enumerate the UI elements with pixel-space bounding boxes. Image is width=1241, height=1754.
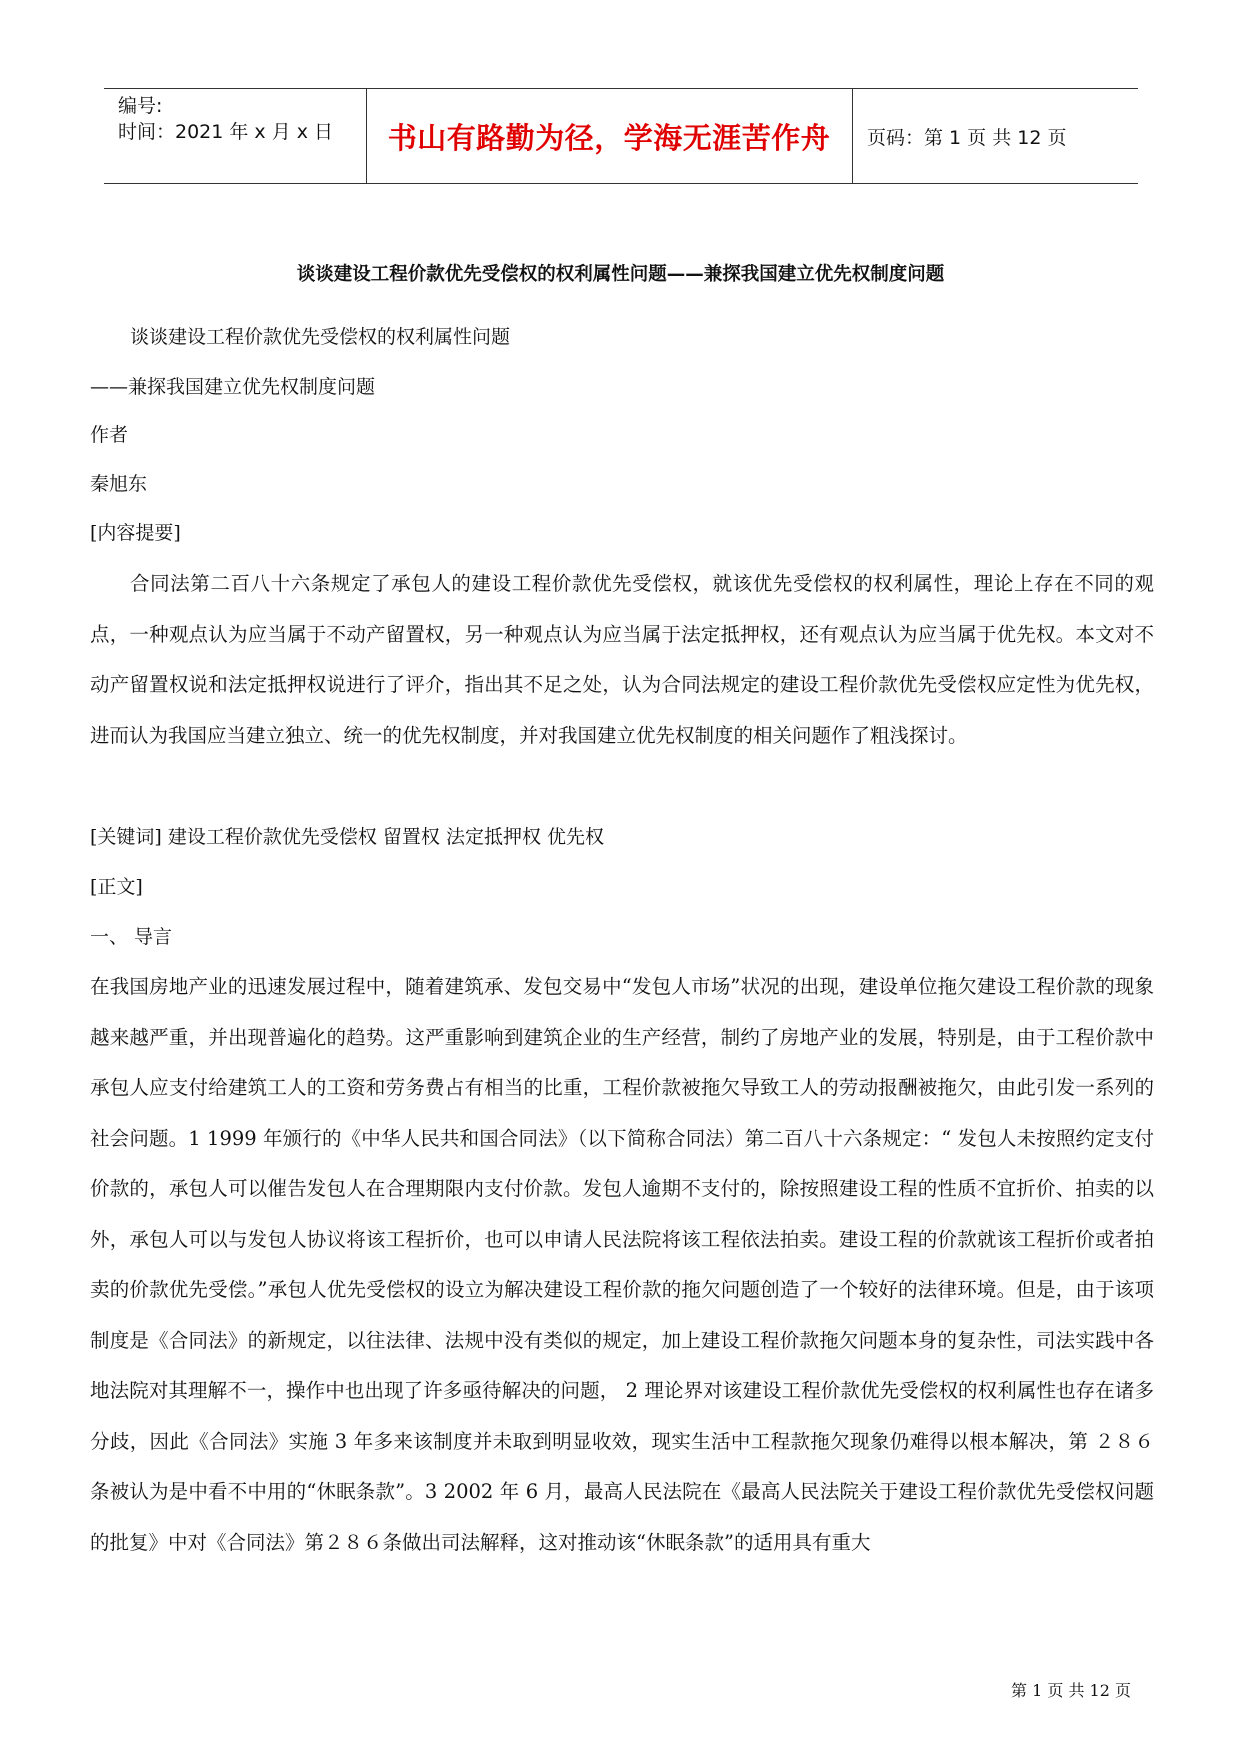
number-label: 编号:	[118, 95, 163, 117]
document-title: 谈谈建设工程价款优先受偿权的权利属性问题——兼探我国建立优先权制度问题	[296, 264, 945, 285]
page-footer: 第 1 页 共 12 页	[1011, 1681, 1131, 1700]
subtitle-line-2: ——兼探我国建立优先权制度问题	[90, 376, 376, 398]
subtitle-line-1: 谈谈建设工程价款优先受偿权的权利属性问题	[130, 326, 511, 348]
header-page-cell	[853, 89, 1138, 183]
author-label: 作者	[90, 424, 129, 446]
keywords-line: [关键词] 建设工程价款优先受偿权 留置权 法定抵押权 优先权	[90, 826, 604, 848]
abstract-label: [内容提要]	[90, 522, 181, 544]
page-info: 页码：第 1 页 共 12 页	[867, 126, 1067, 149]
author-name: 秦旭东	[90, 473, 148, 495]
abstract-paragraph: 合同法第二百八十六条规定了承包人的建设工程价款优先受偿权，就该优先受偿权的权利属性，理论上存在不同的观点，一种观点认为应当属于不动产留置权，另一种观点认为应当属于法定抵押权，还有观点认为应当属于优先权。本文对不动产留置权说和法定抵押权说进行了评介，指出其不足之处，认为合同法规定的建设工程价款优先受偿权应定性为优先权，进而认为我国应当建立独立、统一的优先权制度，并对我国建立优先权制度的相关问题作了粗浅探讨。	[90, 572, 1154, 747]
time-label: 时间：2021 年 x 月 x 日	[118, 121, 334, 143]
header-table	[104, 88, 1138, 184]
section-heading-intro: 一、 导言	[90, 926, 173, 948]
body-label: [正文]	[90, 876, 143, 898]
header-left-cell	[104, 89, 367, 183]
intro-paragraph: 在我国房地产业的迅速发展过程中，随着建筑承、发包交易中“发包人市场”状况的出现，建设单位拖欠建设工程价款的现象越来越严重，并出现普遍化的趋势。这严重影响到建筑企业的生产经营，制约了房地产业的发展，特别是，由于工程价款中承包人应支付给建筑工人的工资和劳务费占有相当的比重，工程价款被拖欠导致工人的劳动报酬被拖欠，由此引发一系列的社会问题。1 1999 年颁行的《中华人民共和国合同法》（以下简称合同法）第二百八十六条规定：“ 发包人未按照约定支付价款的，承包人可以催告发包人在合理期限内支付价款。发包人逾期不支付的，除按照建设工程的性质不宜折价、拍卖的以外，承包人可以与发包人协议将该工程折价，也可以申请人民法院将该工程依法拍卖。建设工程的价款就该工程折价或者拍卖的价款优先受偿。”承包人优先受偿权的设立为解决建设工程价款的拖欠问题创造了一个较好的法律环境。但是，由于该项制度是《合同法》的新规定，以往法律、法规中没有类似的规定，加上建设工程价款拖欠问题本身的复杂性，司法实践中各地法院对其理解不一，操作中也出现了许多亟待解决的问题， 2 理论界对该建设工程价款优先受偿权的权利属性也存在诸多分歧，因此《合同法》实施 3 年多来该制度并未取到明显收效，现实生活中工程款拖欠现象仍难得以根本解决，第 ２８６条被认为是中看不中用的“休眠条款”。3 2002 年 6 月，最高人民法院在《最高人民法院关于建设工程价款优先受偿权问题的批复》中对《合同法》第２８６条做出司法解释，这对推动该“休眠条款”的适用具有重大	[90, 975, 1154, 1554]
header-motto-cell	[366, 89, 853, 183]
motto-text: 书山有路勤为径，学海无涯苦作舟	[387, 120, 831, 155]
